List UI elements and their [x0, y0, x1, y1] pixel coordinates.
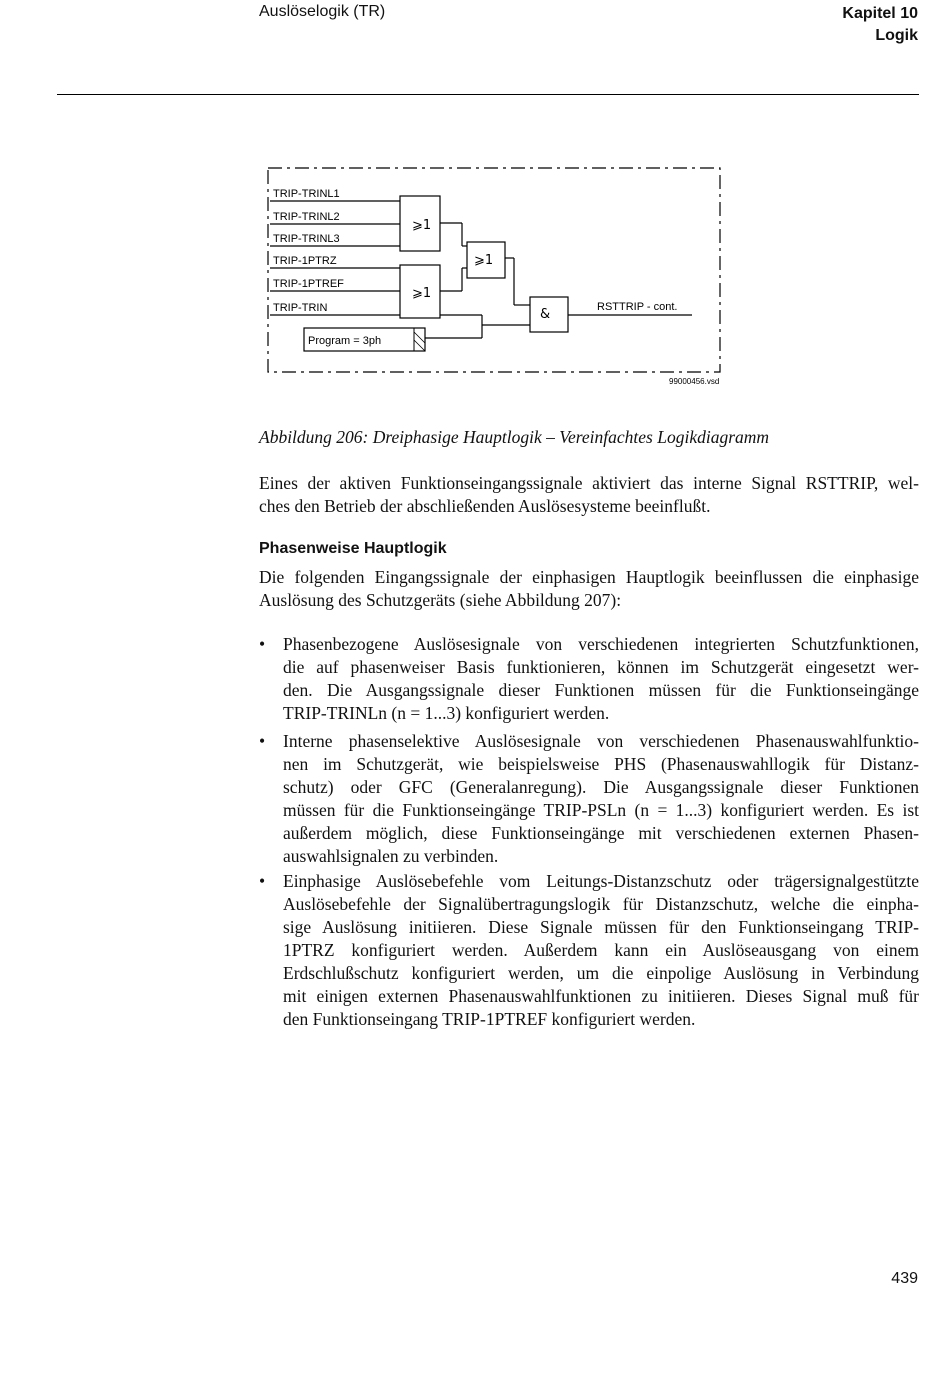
text-line: Interne phasenselektive Auslösesignale von verschiedenen Phasenauswahlfunktio- [283, 731, 919, 751]
bullet-marker: • [259, 634, 266, 654]
input-label-3: TRIP-TRINL3 [273, 233, 340, 245]
bullet-marker: • [259, 731, 266, 751]
text-line: Auslösung des Schutzgeräts (siehe Abbildung 207): [259, 590, 622, 610]
running-header-chapter [842, 3, 918, 47]
text-line: sige Auslösung initiieren. Diese Signale müssen für den Funktionseingang TRIP- [283, 917, 919, 937]
bullet-marker: • [259, 871, 266, 891]
section-intro-paragraph [259, 566, 919, 612]
text-line: Einphasige Auslösebefehle vom Leitungs-Distanzschutz oder trägersignalgestützte [283, 871, 919, 891]
page-number: 439 [891, 1270, 918, 1287]
text-line: den Funktionseingang TRIP-1PTREF konfiguriert werden. [283, 1009, 696, 1029]
text-line: Phasenbezogene Auslösesignale von verschiedenen integrierten Schutzfunktionen, [283, 634, 919, 654]
figure-caption: Abbildung 206: Dreiphasige Hauptlogik – Vereinfachtes Logikdiagramm [259, 427, 770, 447]
or-gate-2-label: ⩾1 [412, 286, 432, 301]
input-label-6: TRIP-TRIN [273, 302, 328, 314]
running-header-title: Auslöselogik (TR) [259, 3, 386, 20]
text-line: außerdem möglich, diese Funktionseingänge mit verschiedenen externen Phasen- [283, 823, 919, 843]
input-label-2: TRIP-TRINL2 [273, 211, 340, 223]
list-item-text [283, 633, 919, 725]
input-label-1: TRIP-TRINL1 [273, 188, 340, 200]
list-item-text [283, 730, 919, 868]
text-line: Auslösebefehle der Signalübertragungslogik für Distanzschutz, welche die einpha- [283, 894, 919, 914]
text-line: mit einigen externen Phasenauswahlfunktionen zu initiieren. Dieses Signal muß für [283, 986, 919, 1006]
text-line: Eines der aktiven Funktionseingangssignale aktiviert das interne Signal RSTTRIP, wel- [259, 473, 919, 493]
input-label-4: TRIP-1PTRZ [273, 255, 337, 267]
chapter-label: Kapitel 10 [842, 5, 918, 22]
input-label-5: TRIP-1PTREF [273, 278, 344, 290]
text-line: den. Die Ausgangssignale dieser Funktionen müssen für die Funktionseingänge [283, 680, 919, 700]
program-label: Program = 3ph [308, 335, 382, 347]
and-gate-label: & [540, 307, 551, 322]
text-line: Erdschlußschutz konfiguriert werden, um die einpolige Auslösung in Verbindung [283, 963, 919, 983]
list-item-text [283, 870, 919, 1031]
text-line: schutz) oder GFC (Generalanregung). Die Ausgangssignale dieser Funktionen [283, 777, 919, 797]
intro-paragraph [259, 472, 919, 518]
text-line: nen im Schutzgerät, wie beispielsweise PHS (Phasenauswahllogik für Distanz- [283, 754, 919, 774]
section-label: Logik [875, 27, 918, 44]
text-line: die auf phasenweiser Basis funktionieren, können im Schutzgerät eingesetzt wer- [283, 657, 919, 677]
or-gate-1-label: ⩾1 [412, 218, 432, 233]
text-line: auswahlsignalen zu verbinden. [283, 846, 499, 866]
text-line: TRIP-TRINLn (n = 1...3) konfiguriert werden. [283, 703, 610, 723]
logic-diagram [262, 160, 732, 390]
file-id: 99000456.vsd [669, 377, 720, 386]
header-rule [57, 94, 919, 95]
text-line: 1PTRZ konfiguriert werden. Außerdem kann ein Auslöseausgang von einem [283, 940, 919, 960]
text-line: müssen für die Funktionseingänge TRIP-PSLn (n = 1...3) konfiguriert werden. Es ist [283, 800, 919, 820]
output-label: RSTTRIP - cont. [597, 301, 678, 313]
text-line: Die folgenden Eingangssignale der einphasigen Hauptlogik beeinflussen die einphasige [259, 567, 919, 587]
text-line: ches den Betrieb der abschließenden Auslösesysteme beeinflußt. [259, 496, 711, 516]
section-heading: Phasenweise Hauptlogik [259, 540, 447, 557]
or-gate-3-label: ⩾1 [474, 253, 494, 268]
